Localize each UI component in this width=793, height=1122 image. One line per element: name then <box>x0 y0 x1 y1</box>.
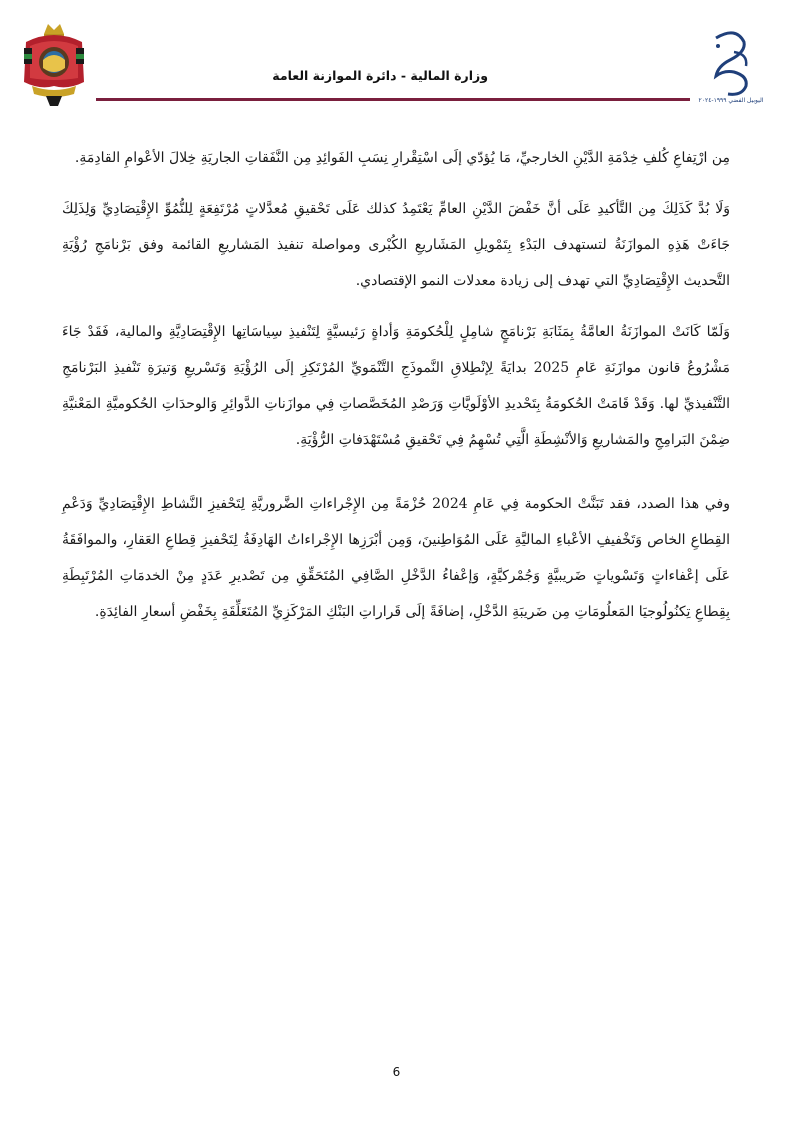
paragraph-2: وَلَا بُدَّ كَذَلِكَ مِن التَّأكيدِ عَلَى أنَّ خَفْضَ الدَّيْنِ العامِّ يَعْتَمِدُ كذلك عَلَى تَحْقيقِ مُعدَّلاتٍ مُرْتَفِعَةٍ لِلنُّمُوِّ الإِقْتِصَادِيِّ وَلِذَلِكَ جَاءَتْ هَذِهِ الموازَنَةُ لتستهدف البَدْءِ بِتَمْويلِ المَشَاريعِ الكُبْرى ومواصلة تنفيذ المَشاريعِ القائمة وفق بَرْنامَجِ رُؤْيَةِ التَّحديث الإِقْتِصَادِيِّ التي تهدف إلى زيادة معدلات النمو الإقتصادي. <box>62 201 730 289</box>
document-body <box>62 140 730 645</box>
jordan-coat-of-arms-logo <box>18 20 90 108</box>
header-title: وزارة المالية - دائرة الموازنة العامة <box>272 68 488 83</box>
silver-jubilee-logo <box>700 28 762 108</box>
header-divider <box>96 98 690 101</box>
page-header <box>0 0 793 110</box>
paragraph-1: مِن ارْتِفاعِ كُلفِ خِدْمَةِ الدَّيْنِ الخارجيِّ، مَا يُؤدّي إلَى اسْتِقْرارِ نِسَبِ الفَوائِدِ مِن النَّفَقاتِ الجاريَةِ خِلالَ الأعْوامِ القادِمَةِ. <box>74 150 730 166</box>
paragraph-3: وَلَمّا كَانَتْ الموازَنَةُ العامَّةُ بِمَثَابَةِ بَرْنامَجٍ شامِلٍ لِلْحُكومَةِ وَأداةٍ رَئيسيَّةٍ لِتَنْفيذِ سِياسَاتِها الإِقْتِصَادِيَّةِ والمالية، فَقَدْ جَاءَ مَشْرُوعُ قانون موازَنَةِ عَامِ 2025 بدايَةً لِإنْطِلاقِ النَّموذَجِ التَّنْمَويِّ المُرْتَكِزِ إلَى الرُؤْيَةِ وَتَسْريعِ وَتيرَةِ تَنْفيذِ البَرْنامَجِ التَّنْفيذيِّ لها. وَقَدْ قَامَتْ الحُكومَةُ بِتَحْديدِ الأوْلَويَّاتِ وَرَصْدِ المُخَصَّصاتِ فِي موازَناتِ الدَّوائِرِ وَالوحدَاتِ الحُكوميَّةِ المَعْنيَّةِ ضِمْنَ البَرامِجِ والمَشاريعِ وَالأنْشِطَةِ الَّتِي تُسْهِمُ فِي تَحْقيقِ مُسْتَهْدَفاتِ الرُّؤْيَةِ. <box>62 324 730 448</box>
silver-jubilee-logo-text: اليوبيل الفضي ١٩٩٩-٢٠٢٤ <box>698 97 764 104</box>
page-number: 6 <box>392 1065 401 1079</box>
paragraph-4: وفي هذا الصدد، فقد تَبَنَّتْ الحكومة فِي عَامِ 2024 حُزْمَةً مِن الإِجْراءاتِ الضَّروريَّةِ لِتَحْفيزِ النَّشاطِ الإِقْتِصَادِيِّ وَدَعْمِ القِطاعِ الخاص وَتَخْفيفِ الأعْباءِ الماليَّةِ عَلَى المُوَاطِنينَ، وَمِن أبْرَزِها الإِجْراءاتُ الهَادِفَةُ لِتَحْفيزِ قِطاعِ العَقارِ، والموافَقَةُ عَلَى إعْفاءاتٍ وَتَسْوياتٍ ضَريبيَّةٍ وَجُمْركيَّةٍ، وَإعْفاءُ الدَّخْلِ الصَّافِي المُتَحَقِّقِ مِن تَصْديرِ عَدَدٍ مِنْ الخدمَاتِ المُرْتَبِطَةِ بِقِطاعِ تِكنُولُوجيَا المَعلُومَاتِ مِن ضَريبَةِ الدَّخْلِ، إضافَةً إلَى قَراراتِ البَنْكِ المَرْكَزِيِّ المُتَعَلِّقَةِ بِخَفْضِ أسعارِ الفائِدَةِ. <box>62 496 730 620</box>
